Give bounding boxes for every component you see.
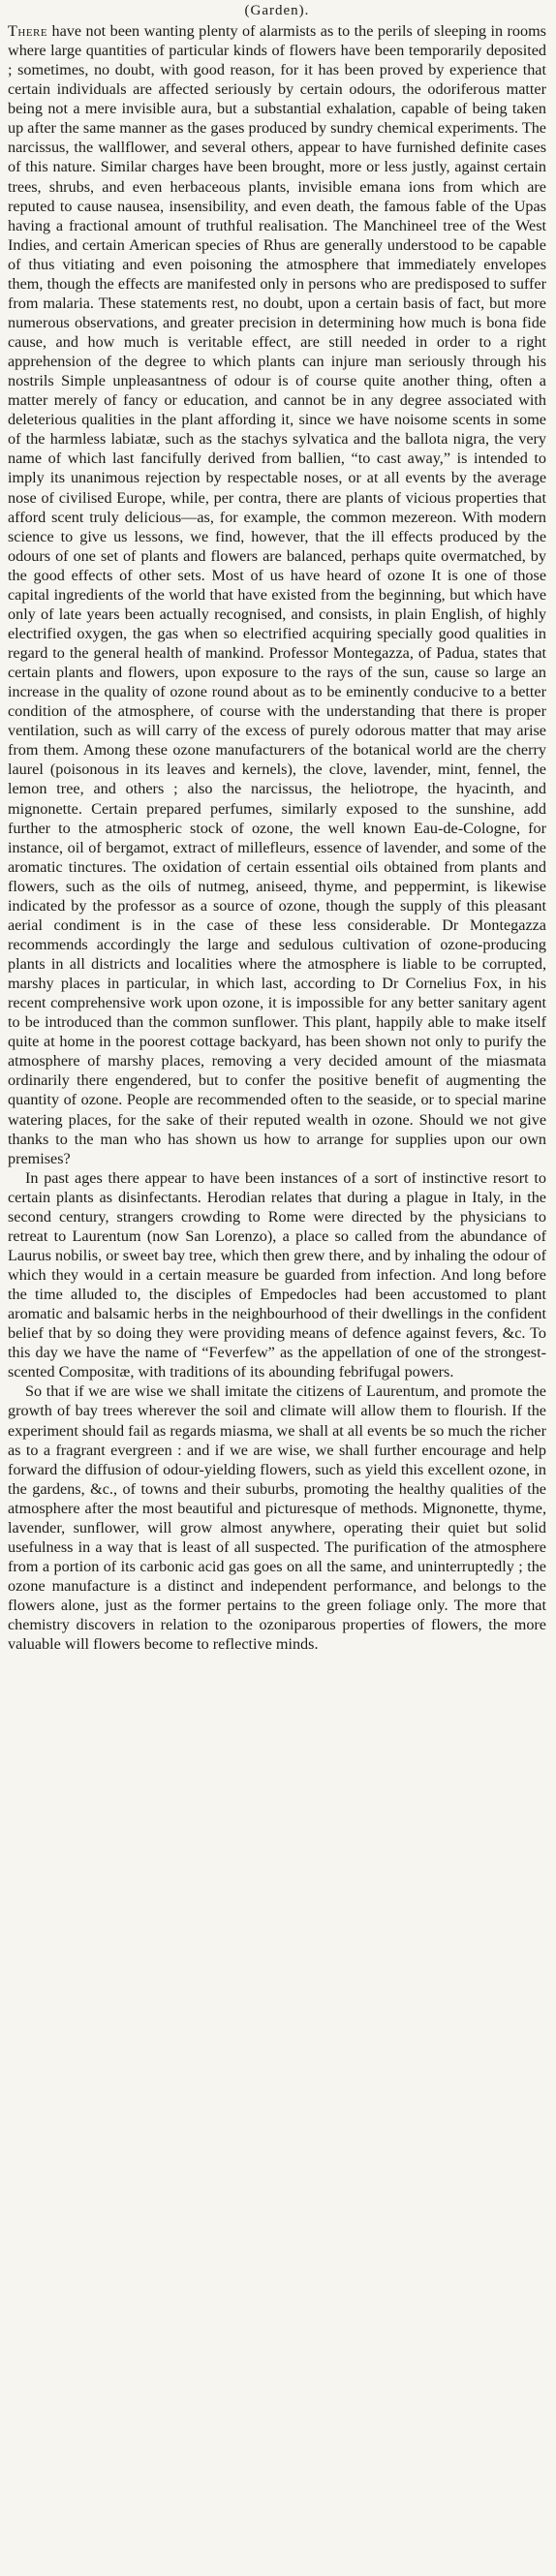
section-header: (Garden). [244, 3, 310, 18]
article-paragraph-2: In past ages there appear to have been instances of a sort of instinctive resort to certain plants as disinfectants. Herodian relates that during a plague in Italy, in the second century, strangers crowding to Rome were directed by the physicians to retreat to Laurentum (now San Lorenzo), a place so called from the abundance of Laurus nobilis, or sweet bay tree, which then grew there, and by inhaling the odour of which they would in a certain measure be guarded from infection. And long before the time alluded to, the disciples of Empedocles had been accustomed to plant aromatic and balsamic herbs in the neighbourhood of their dwellings in the confident belief that by so doing they were providing means of defence against fevers, &c. To this day we have the name of “Feverfew” as the appellation of one of the strongest-scented Compositæ, with traditions of its abounding febrifugal powers. [8, 1168, 546, 1381]
paragraph-1-text: have not been wanting plenty of alarmists as to the perils of sleeping in rooms where large quantities of particular kinds of flowers have been temporarily deposited ; sometimes, no doubt, with good reason, for it has been proved by experience that certain individuals are affected seriously by certain odours, the odoriferous matter being not a mere invisible aura, but a substantial exhalation, capable of being taken up after the same manner as the gases produced by sundry chemical experiments. The narcissus, the wallflower, and several others, appear to have furnished definite cases of this nature. Similar charges have been brought, more or less justly, against certain trees, shrubs, and even herbaceous plants, invisible emana ions from which are reputed to cause nausea, insensibility, and even death, the famous fable of the Upas having a fractional amount of truthful realisation. The Manchineel tree of the West Indies, and certain American species of Rhus are generally understood to be capable of thus vitiating and even poisoning the atmosphere that immediately envelopes them, though the effects are manifested only in persons who are predisposed to suffer from malaria. These statements rest, no doubt, upon a certain basis of fact, but more numerous observations, and greater precision in determining how much is bona fide cause, and how much is veritable effect, are still needed in order to a right apprehension of the degree to which plants can injure man seriously through his nostrils Simple unpleasantness of odour is of course quite another thing, often a matter merely of fancy or education, and cannot be in any degree associated with deleterious qualities in the plant affording it, since we have noisome scents in some of the harmless labiatæ, such as the stachys sylvatica and the ballota nigra, the very name of which last fancifully derived from ballien, “to cast away,” is intended to imply its unanimous rejection by respectable noses, or at all events by the average nose of civilised Europe, while, per contra, there are plants of vicious properties that afford scent truly delicious—as, for example, the common mezereon. With modern science to give us lessons, we find, however, that the ill effects produced by the odours of one set of plants and flowers are balanced, perhaps quite overmatched, by the good effects of other sets. Most of us have heard of ozone It is one of those capital ingredients of the world that have existed from the beginning, but which have only of late years been actually recognised, and consists, in plain English, of highly electrified oxygen, the gas when so electrified acquiring specially good qualities in regard to the general health of mankind. Professor Montegazza, of Padua, states that certain plants and flowers, upon exposure to the rays of the sun, cause so large an increase in the quality of ozone round about as to be eminently conducive to a better condition of the atmosphere, of course with the understanding that there is proper ventilation, such as will carry of the excess of purely odorous matter that may arise from them. Among these ozone manufacturers of the botanical world are the cherry laurel (poisonous in its leaves and kernels), the clove, lavender, mint, fennel, the lemon tree, and others ; also the narcissus, the heliotrope, the hyacinth, and mignonette. Certain prepared perfumes, similarly exposed to the sunshine, add further to the atmospheric stock of ozone, the well known Eau-de-Cologne, for instance, oil of bergamot, extract of millefleurs, essence of lavender, and some of the aromatic tinctures. The oxidation of certain essential oils obtained from plants and flowers, such as the oils of nutmeg, aniseed, thyme, and peppermint, is likewise indicated by the professor as a source of ozone, though the supply of this pleasant aerial condiment is in the case of these less considerable. Dr Montegazza recommends accordingly the large and sedulous cultivation of ozone-producing plants in all districts and localities where the atmosphere is liable to be corrupted, marshy places in particular, in which last, according to Dr Cornelius Fox, in his recent comprehensive work upon ozone, it is impossible for any better sanitary agent to be introduced than the common sunflower. This plant, happily able to make itself quite at home in the poorest cottage backyard, has been shown not only to purify the atmosphere of marshy places, removing a very decided amount of the miasmata ordinarily there engendered, but to confer the positive benefit of augmenting the quantity of ozone. People are recommended often to the seaside, or to special marine watering places, for the sake of their reputed wealth in ozone. Should we not give thanks to the man who has shown us how to arrange for supplies upon our own premises? [8, 22, 546, 1167]
article-paragraph-1 [8, 21, 546, 1168]
article-body [8, 21, 546, 1654]
lead-in-word: There [8, 22, 48, 40]
article-paragraph-3: So that if we are wise we shall imitate the citizens of Laurentum, and promote the growth of bay trees wherever the soil and climate will allow them to flourish. If the experiment should fail as regards miasma, we shall at all events be so much the richer as to a fragrant evergreen : and if we are wise, we shall further encourage and help forward the diffusion of odour-yielding flowers, such as yield this excellent ozone, in the gardens, &c., of towns and their suburbs, promoting the healthy qualities of the atmosphere after the most beautiful and picturesque of methods. Mignonette, thyme, lavender, sunflower, will grow almost anywhere, operating their quiet but solid usefulness in a way that is least of all suspected. The purification of the atmosphere from a portion of its carbonic acid gas goes on all the same, and uninterruptedly ; the ozone manufacture is a distinct and independent performance, and belongs to the flowers alone, just as the former pertains to the green foliage only. The more that chemistry discovers in relation to the ozoniparous properties of flowers, the more valuable will flowers become to reflective minds. [8, 1382, 546, 1654]
